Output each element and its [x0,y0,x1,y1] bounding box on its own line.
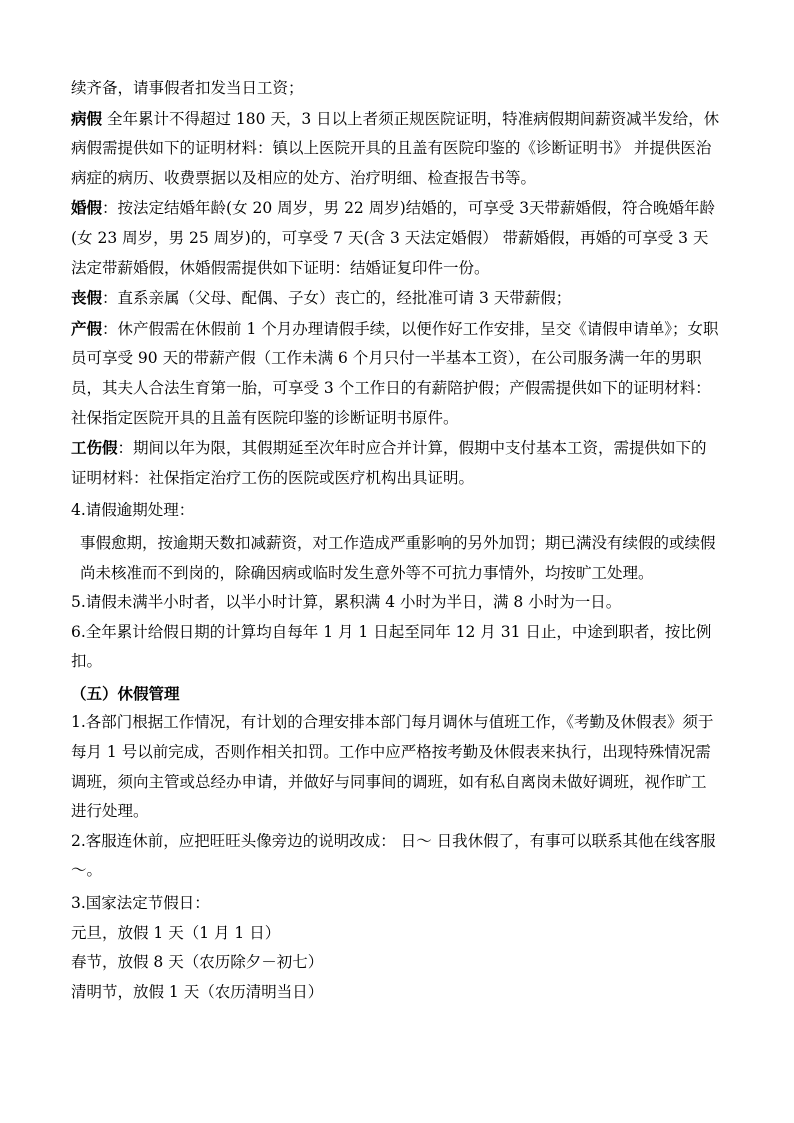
funeral-leave-text: ：直系亲属（父母、配偶、子女）丧亡的，经批准可请 3 天带薪假； [102,289,572,308]
paragraph-personal-leave-tail: 续齐备，请事假者扣发当日工资； [71,79,304,97]
document-page [71,74,721,1007]
item-5: 5.请假未满半小时者，以半小时计算，累积满 4 小时为半日，满 8 小时为一日。 [71,593,622,612]
section-5-item-3: 3.国家法定节假日： [71,894,210,913]
holiday-qingming: 清明节，放假 1 天（农历清明当日） [71,982,324,1001]
holiday-spring-festival: 春节，放假 8 天（农历除夕－初七） [71,953,324,972]
paragraph-funeral-leave [71,283,721,314]
sick-leave-text: 全年累计不得超过 180 天，3 日以上者须正规医院证明，特准病假期间薪资减半发给，休病假需提供如下的证明材料：镇以上医院开具的且盖有医院印鉴的《诊断证明书》 并提供医治病症的病历、收费票据以及相应的处方、治疗明细、检查报告书等。 [71,109,720,187]
marriage-leave-text: ：按法定结婚年龄(女 20 周岁，男 22 周岁)结婚的，可享受 3天带薪婚假，符合晚婚年龄(女 23 周岁，男 25 周岁)的，可享受 7 天(含 3 天法定婚假） 带薪婚假，再婚的可享受 3 天法定带薪婚假，休婚假需提供如下证明：结婚证复印件一份。 [71,199,716,277]
section-5-item-1: 1.各部门根据工作情况，有计划的合理安排本部门每月调休与值班工作，《考勤及休假表》须于每月 1 号以前完成，否则作相关扣罚。工作中应严格按考勤及休假表来执行，出现特殊情况需调班，须向主管或总经办申请，并做好与同事间的调班，如有私自离岗未做好调班，视作旷工进行处理。 [71,713,714,821]
paragraph-sick-leave [71,104,721,194]
injury-leave-text: ：期间以年为限，其假期延至次年时应合并计算，假期中支付基本工资，需提供如下的证明材料：社保指定治疗工伤的医院或医疗机构出具证明。 [71,439,707,487]
paragraph-maternity-leave [71,314,721,433]
paragraph-injury-leave [71,433,721,493]
paragraph-marriage-leave [71,193,721,283]
item-4-text: 事假愈期，按逾期天数扣减薪资，对工作造成严重影响的另外加罚；期已满没有续假的或续假尚未核准而不到岗的，除确因病或临时发生意外等不可抗力事情外，均按旷工处理。 [80,533,716,582]
section-5-item-2: 2.客服连休前，应把旺旺头像旁边的说明改成： 日～ 日我休假了，有事可以联系其他在线客服～。 [71,831,716,880]
marriage-leave-label: 婚假 [71,198,103,218]
item-6: 6.全年累计给假日期的计算均自每年 1 月 1 日起至同年 12 月 31 日止，中途到职者，按比例扣。 [71,622,712,671]
maternity-leave-label: 产假 [71,318,103,338]
item-4-title: 4.请假逾期处理： [71,501,195,520]
maternity-leave-text: ：休产假需在休假前 1 个月办理请假手续，以便作好工作安排，呈交《请假申请单》；女职员可享受 90 天的带薪产假（工作未满 6 个月只付一半基本工资），在公司服务满一年的男职员，其夫人合法生育第一胎，可享受 3 个工作日的有薪陪护假；产假需提供如下的证明材料：社保指定医院开具的且盖有医院印鉴的诊断证明书原件。 [71,319,719,427]
holiday-new-year: 元旦，放假 1 天（1 月 1 日） [71,923,281,942]
funeral-leave-label: 丧假 [71,288,103,308]
injury-leave-label: 工伤假 [71,438,118,458]
section-5-title: （五）休假管理 [71,683,180,703]
sick-leave-label: 病假 [71,108,103,128]
